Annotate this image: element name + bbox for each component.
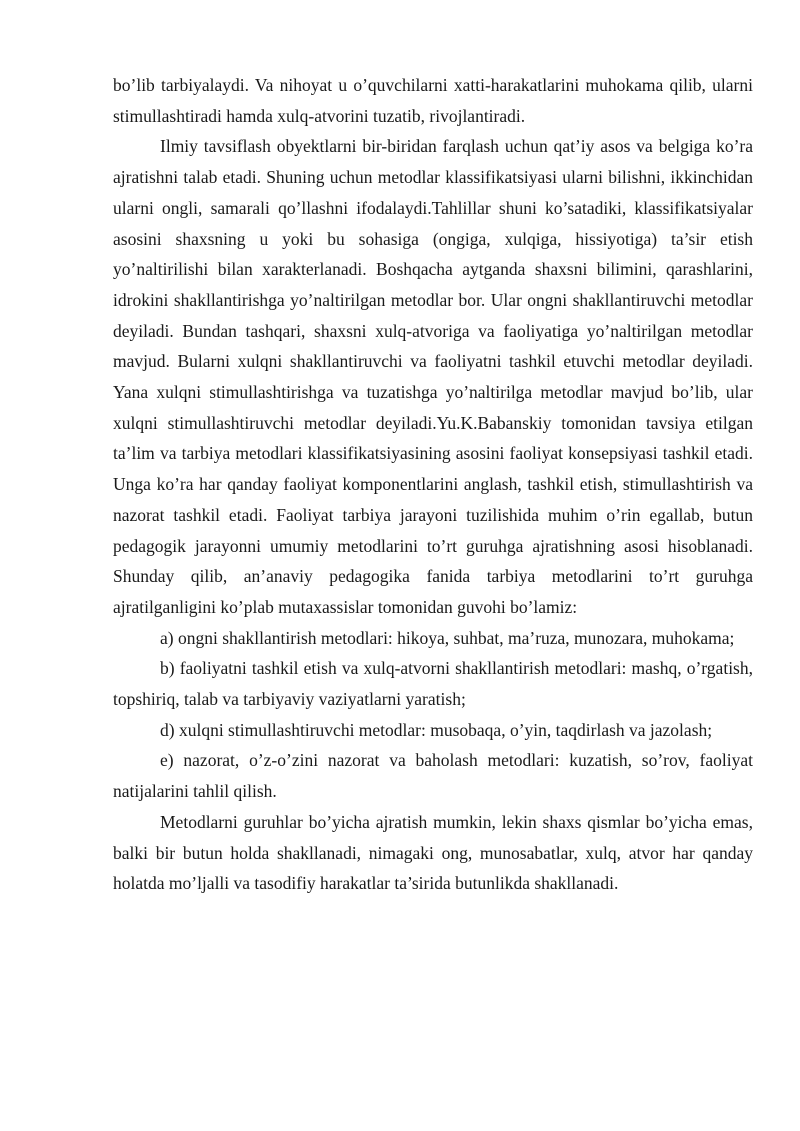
list-item-a: a) ongni shakllantirish metodlari: hikoya, suhbat, ma’ruza, munozara, muhokama; — [160, 627, 735, 648]
list-item-e: e) nazorat, o’z-o’zini nazorat va baholash metodlari: kuzatish, so’rov, faoliyat natijalarini tahlil qilish. — [113, 750, 753, 802]
paragraph-classification-intro: Ilmiy tavsiflash obyektlarni bir-biridan farqlash uchun qat’iy asos va belgiga ko’ra ajratishni talab etadi. Shuning uchun metodlar klassifikatsiyasi ularni bilishni, ikkinchidan ularni ongli, samarali qo’llashni ifodalaydi.Tahlillar shuni ko’satadiki, klassifikatsiyalar asosini shaxsning u yoki bu sohasiga (ongiga, xulqiga, hissiyotiga) ta’sir etish yo’naltirilishi bilan xarakterlanadi. Boshqacha aytganda shaxsni bilimini, qarashlarini, idrokini shakllantirishga yo’naltirilgan metodlar bor. Ular ongni shakllantiruvchi metodlar deyiladi. Bundan tashqari, shaxsni xulq-atvoriga va faoliyatiga yo’naltirilgan metodlar mavjud. Bularni xulqni shakllantiruvchi va faoliyatni tashkil etuvchi metodlar deyiladi. Yana xulqni stimullashtirishga va tuzatishga yo’naltirilga metodlar mavjud bo’lib, ular xulqni stimullashtiruvchi metodlar deyiladi.Yu.K.Babanskiy tomonidan tavsiya etilgan ta’lim va tarbiya metodlari klassifikatsiyasining asosini faoliyat konsepsiyasi tashkil etadi. Unga ko’ra har qanday faoliyat komponentlarini anglash, tashkil etish, stimullashtirish va nazorat tashkil etadi. Faoliyat tarbiya jarayoni tuzilishida muhim o’rin egallab, butun pedagogik jarayonni umumiy metodlarini to’rt guruhga ajratishning asosi hisoblanadi. Shunday qilib, an’anaviy pedagogika fanida tarbiya metodlarini to’rt guruhga ajratilganligini ko’plab mutaxassislar tomonidan guvohi bo’lamiz: — [113, 136, 753, 617]
paragraph-conclusion: Metodlarni guruhlar bo’yicha ajratish mumkin, lekin shaxs qismlar bo’yicha emas, balki bir butun holda shakllanadi, nimagaki ong, munosabatlar, xulq, atvor har qanday holatda mo’ljalli va tasodifiy harakatlar ta’sirida butunlikda shakllanadi. — [113, 811, 753, 894]
list-item-d: d) xulqni stimullashtiruvchi metodlar: musobaqa, o’yin, taqdirlash va jazolash; — [160, 719, 713, 740]
list-item-b: b) faoliyatni tashkil etish va xulq-atvorni shakllantirish metodlari: mashq, o’rgatish, topshiriq, talab va tarbiyaviy vaziyatlarni yaratish; — [113, 658, 753, 710]
paragraph-continuation: bo’lib tarbiyalaydi. Va nihoyat u o’quvchilarni xatti-harakatlarini muhokama qilib, ularni stimullashtiradi hamda xulq-atvorini tuzatib, rivojlantiradi. — [113, 75, 753, 126]
document-page — [113, 70, 753, 899]
